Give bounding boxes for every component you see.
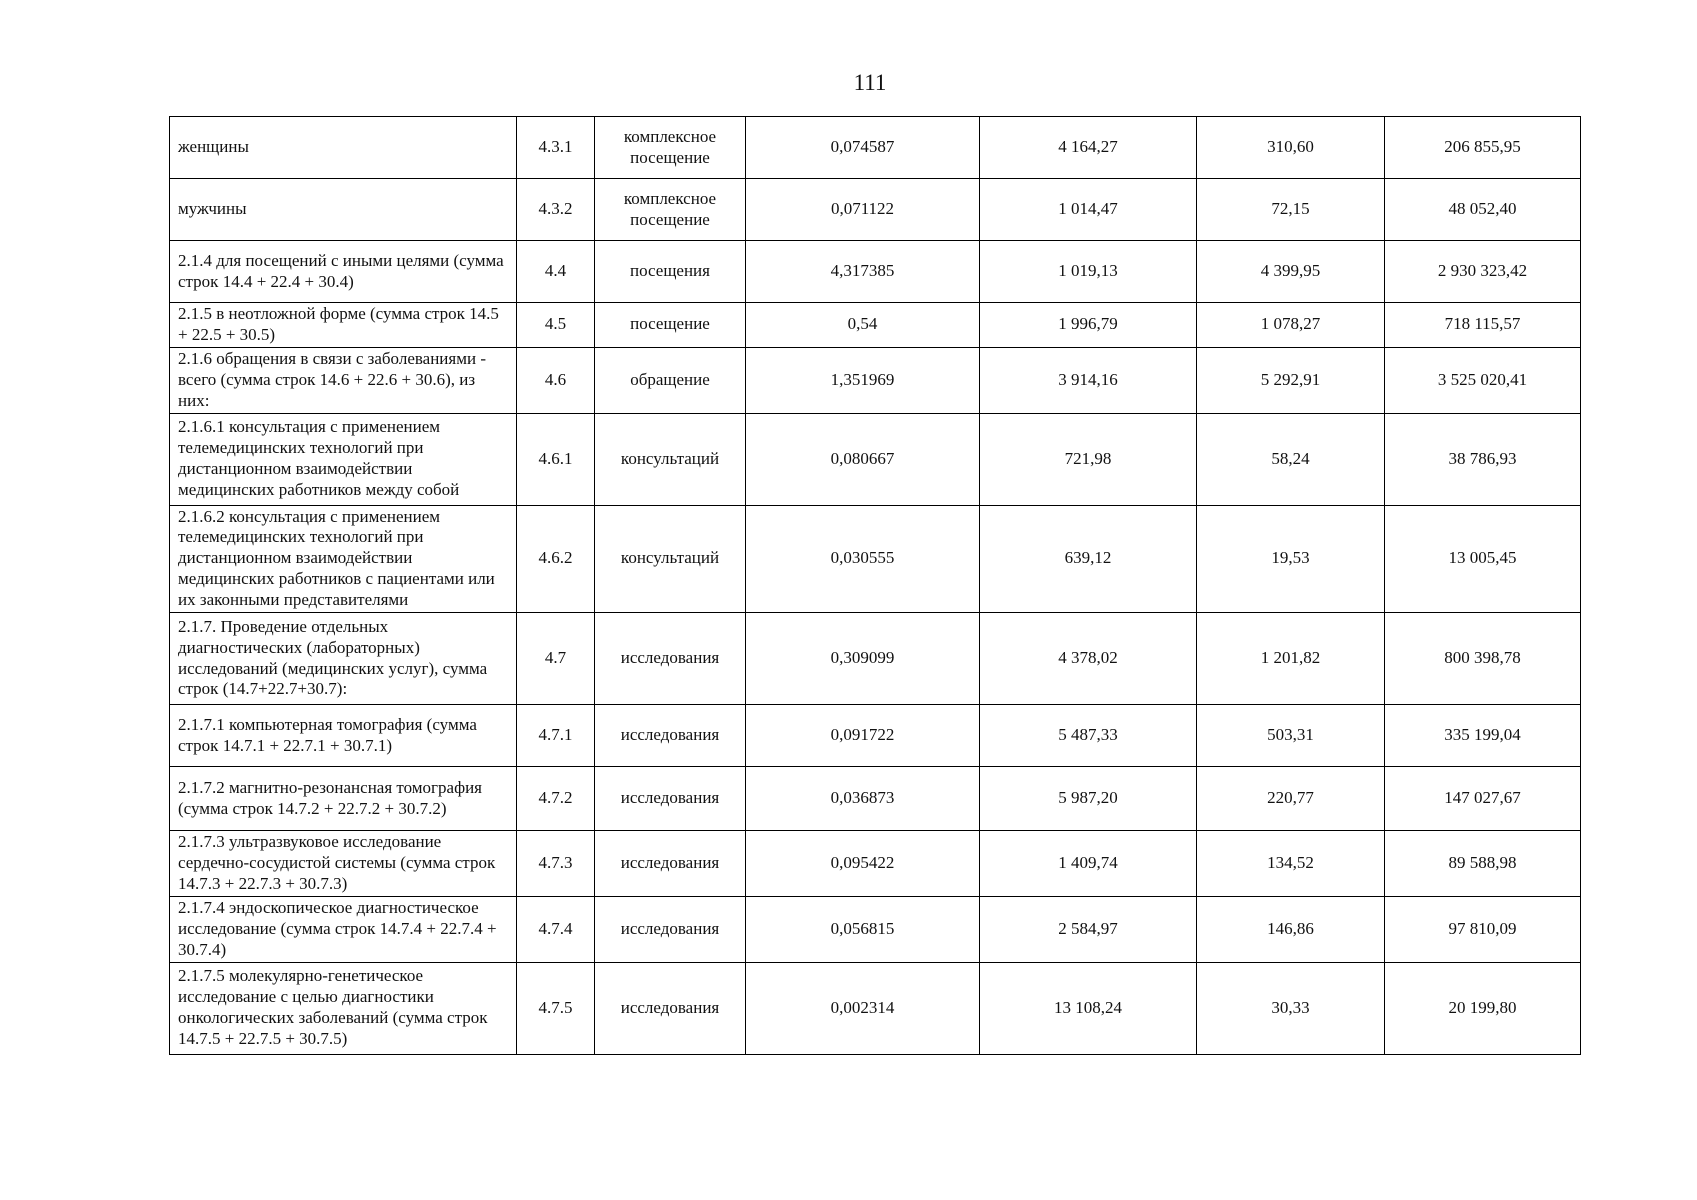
- row-number-cell: 4.3.2: [517, 179, 595, 241]
- row-name-cell: мужчины: [170, 179, 517, 241]
- row-number-cell: 4.7.3: [517, 831, 595, 897]
- row-name-cell: 2.1.5 в неотложной форме (сумма строк 14.5 + 22.5 + 30.5): [170, 303, 517, 348]
- cost-cell: 721,98: [980, 413, 1197, 505]
- cost-cell: 5 487,33: [980, 705, 1197, 767]
- table-row: [170, 347, 1581, 413]
- total-cell: 20 199,80: [1385, 962, 1581, 1054]
- cost-cell: 13 108,24: [980, 962, 1197, 1054]
- table-row: [170, 241, 1581, 303]
- norm-cell: 1,351969: [746, 347, 980, 413]
- per-capita-cell: 5 292,91: [1197, 347, 1385, 413]
- per-capita-cell: 503,31: [1197, 705, 1385, 767]
- unit-cell: исследования: [595, 896, 746, 962]
- table-row: [170, 505, 1581, 613]
- row-number-cell: 4.7.1: [517, 705, 595, 767]
- row-number-cell: 4.6.1: [517, 413, 595, 505]
- per-capita-cell: 1 201,82: [1197, 613, 1385, 705]
- cost-cell: 5 987,20: [980, 767, 1197, 831]
- row-name-cell: 2.1.7.1 компьютерная томография (сумма строк 14.7.1 + 22.7.1 + 30.7.1): [170, 705, 517, 767]
- table-row: [170, 117, 1581, 179]
- row-name-cell: 2.1.7.2 магнитно-резонансная томография (сумма строк 14.7.2 + 22.7.2 + 30.7.2): [170, 767, 517, 831]
- row-number-cell: 4.7.4: [517, 896, 595, 962]
- cost-cell: 4 378,02: [980, 613, 1197, 705]
- row-number-cell: 4.3.1: [517, 117, 595, 179]
- per-capita-cell: 134,52: [1197, 831, 1385, 897]
- table-row: [170, 962, 1581, 1054]
- per-capita-cell: 19,53: [1197, 505, 1385, 613]
- row-name-cell: 2.1.7. Проведение отдельных диагностических (лабораторных) исследований (медицинских услуг), сумма строк (14.7+22.7+30.7):: [170, 613, 517, 705]
- row-name-cell: 2.1.6.2 консультация с применением телемедицинских технологий при дистанционном взаимодействии медицинских работников с пациентами или их законными представителями: [170, 505, 517, 613]
- row-name-cell: 2.1.6.1 консультация с применением телемедицинских технологий при дистанционном взаимодействии медицинских работников между собой: [170, 413, 517, 505]
- cost-cell: 1 996,79: [980, 303, 1197, 348]
- unit-cell: исследования: [595, 613, 746, 705]
- norm-cell: 0,030555: [746, 505, 980, 613]
- cost-cell: 4 164,27: [980, 117, 1197, 179]
- cost-cell: 3 914,16: [980, 347, 1197, 413]
- unit-cell: исследования: [595, 767, 746, 831]
- unit-cell: посещения: [595, 241, 746, 303]
- row-name-cell: женщины: [170, 117, 517, 179]
- norm-cell: 0,54: [746, 303, 980, 348]
- cost-cell: 1 409,74: [980, 831, 1197, 897]
- table-body: [170, 117, 1581, 1055]
- norm-cell: 0,074587: [746, 117, 980, 179]
- unit-cell: исследования: [595, 962, 746, 1054]
- row-name-cell: 2.1.7.4 эндоскопическое диагностическое исследование (сумма строк 14.7.4 + 22.7.4 + 30.7.4): [170, 896, 517, 962]
- norm-cell: 0,095422: [746, 831, 980, 897]
- norm-cell: 0,071122: [746, 179, 980, 241]
- unit-cell: обращение: [595, 347, 746, 413]
- cost-cell: 1 014,47: [980, 179, 1197, 241]
- unit-cell: исследования: [595, 705, 746, 767]
- norm-cell: 0,309099: [746, 613, 980, 705]
- row-name-cell: 2.1.7.3 ультразвуковое исследование сердечно-сосудистой системы (сумма строк 14.7.3 + 22.7.3 + 30.7.3): [170, 831, 517, 897]
- total-cell: 2 930 323,42: [1385, 241, 1581, 303]
- row-number-cell: 4.7: [517, 613, 595, 705]
- per-capita-cell: 146,86: [1197, 896, 1385, 962]
- row-name-cell: 2.1.4 для посещений с иными целями (сумма строк 14.4 + 22.4 + 30.4): [170, 241, 517, 303]
- total-cell: 38 786,93: [1385, 413, 1581, 505]
- per-capita-cell: 58,24: [1197, 413, 1385, 505]
- unit-cell: консультаций: [595, 413, 746, 505]
- row-number-cell: 4.4: [517, 241, 595, 303]
- unit-cell: исследования: [595, 831, 746, 897]
- page-number: 111: [853, 70, 887, 95]
- cost-cell: 639,12: [980, 505, 1197, 613]
- table-row: [170, 613, 1581, 705]
- norm-cell: 0,080667: [746, 413, 980, 505]
- per-capita-cell: 310,60: [1197, 117, 1385, 179]
- row-name-cell: 2.1.7.5 молекулярно-генетическое исследование с целью диагностики онкологических заболеваний (сумма строк 14.7.5 + 22.7.5 + 30.7.5): [170, 962, 517, 1054]
- row-name-cell: 2.1.6 обращения в связи с заболеваниями - всего (сумма строк 14.6 + 22.6 + 30.6), из них:: [170, 347, 517, 413]
- cost-cell: 2 584,97: [980, 896, 1197, 962]
- table-row: [170, 896, 1581, 962]
- per-capita-cell: 220,77: [1197, 767, 1385, 831]
- row-number-cell: 4.7.5: [517, 962, 595, 1054]
- unit-cell: комплексное посещение: [595, 179, 746, 241]
- row-number-cell: 4.5: [517, 303, 595, 348]
- norm-cell: 0,056815: [746, 896, 980, 962]
- total-cell: 718 115,57: [1385, 303, 1581, 348]
- table-row: [170, 303, 1581, 348]
- norm-cell: 0,036873: [746, 767, 980, 831]
- total-cell: 800 398,78: [1385, 613, 1581, 705]
- unit-cell: консультаций: [595, 505, 746, 613]
- table-row: [170, 413, 1581, 505]
- total-cell: 335 199,04: [1385, 705, 1581, 767]
- table-row: [170, 179, 1581, 241]
- table-row: [170, 831, 1581, 897]
- total-cell: 13 005,45: [1385, 505, 1581, 613]
- unit-cell: комплексное посещение: [595, 117, 746, 179]
- total-cell: 3 525 020,41: [1385, 347, 1581, 413]
- norm-cell: 4,317385: [746, 241, 980, 303]
- cost-cell: 1 019,13: [980, 241, 1197, 303]
- row-number-cell: 4.6: [517, 347, 595, 413]
- total-cell: 48 052,40: [1385, 179, 1581, 241]
- norm-cell: 0,002314: [746, 962, 980, 1054]
- per-capita-cell: 72,15: [1197, 179, 1385, 241]
- row-number-cell: 4.6.2: [517, 505, 595, 613]
- data-table: [169, 116, 1581, 1055]
- total-cell: 206 855,95: [1385, 117, 1581, 179]
- total-cell: 97 810,09: [1385, 896, 1581, 962]
- total-cell: 147 027,67: [1385, 767, 1581, 831]
- per-capita-cell: 30,33: [1197, 962, 1385, 1054]
- table-row: [170, 767, 1581, 831]
- per-capita-cell: 4 399,95: [1197, 241, 1385, 303]
- table-row: [170, 705, 1581, 767]
- unit-cell: посещение: [595, 303, 746, 348]
- per-capita-cell: 1 078,27: [1197, 303, 1385, 348]
- row-number-cell: 4.7.2: [517, 767, 595, 831]
- norm-cell: 0,091722: [746, 705, 980, 767]
- total-cell: 89 588,98: [1385, 831, 1581, 897]
